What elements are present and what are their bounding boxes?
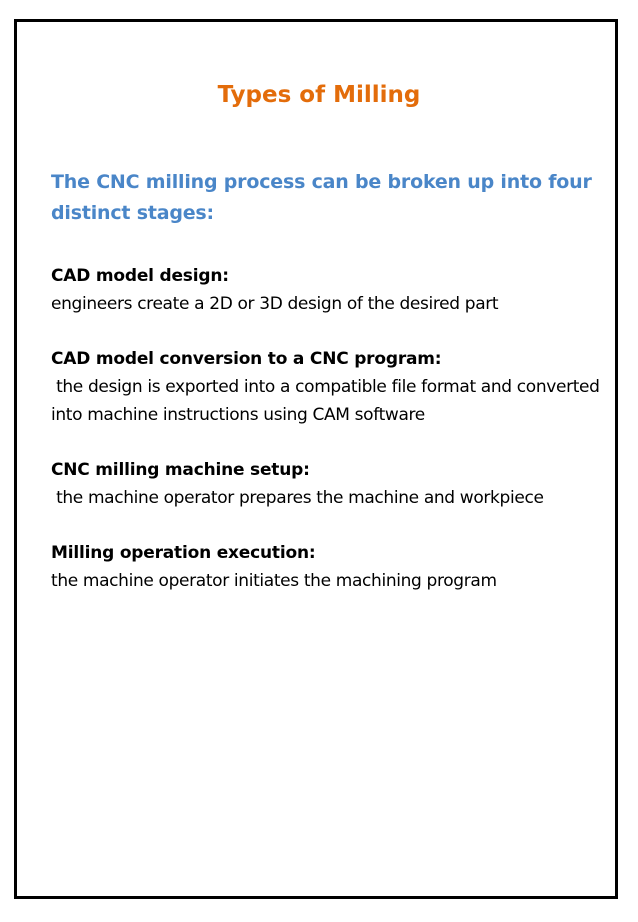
stage-cad-conversion: [51, 345, 611, 429]
document-page: [14, 19, 618, 899]
stage-title: CAD model design:: [51, 266, 229, 286]
document-content: [51, 167, 611, 622]
stage-title: CAD model conversion to a CNC program:: [51, 349, 442, 369]
stage-operation-execution: [51, 539, 611, 595]
stage-description: the machine operator prepares the machine and workpiece: [51, 488, 544, 508]
intro-text: The CNC milling process can be broken up into four distinct stages:: [51, 171, 592, 224]
stage-title: Milling operation execution:: [51, 543, 316, 563]
stage-title: CNC milling machine setup:: [51, 460, 310, 480]
stage-machine-setup: [51, 456, 611, 512]
stage-description: engineers create a 2D or 3D design of the desired part: [51, 294, 499, 314]
stage-description: the design is exported into a compatible file format and converted into machine instructions using CAM software: [51, 377, 605, 425]
stage-cad-model-design: [51, 262, 611, 318]
page-title: Types of Milling: [217, 82, 421, 108]
stage-description: the machine operator initiates the machining program: [51, 571, 497, 591]
